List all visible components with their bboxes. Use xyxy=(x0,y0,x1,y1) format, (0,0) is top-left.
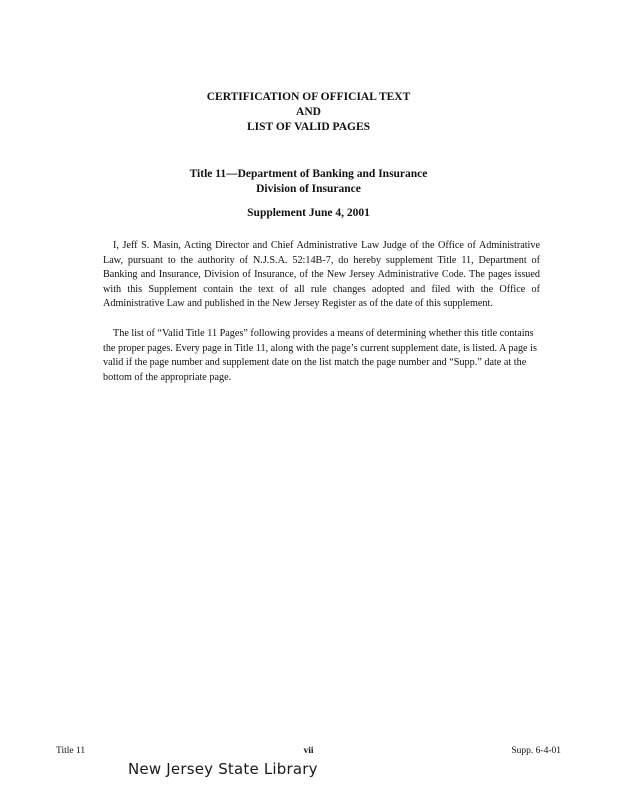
certification-paragraph xyxy=(103,239,540,312)
title-line-2: Division of Insurance xyxy=(256,183,361,195)
paragraph1-line-5: adopted and filed with the Office of Administrative Law and published in the New Jersey Register xyxy=(103,283,540,309)
footer-supplement: Supp. 6-4-01 xyxy=(511,746,561,756)
paragraph1-line-6: as of the date of this supplement. xyxy=(358,298,493,309)
title-line-1: Title 11—Department of Banking and Insurance xyxy=(189,168,428,180)
heading-line-3: LIST OF VALID PAGES xyxy=(246,121,371,133)
paragraph1-line-3: 11, Department of Banking and Insurance, Division of Insurance, of the New Jersey xyxy=(103,254,541,280)
heading-line-1: CERTIFICATION OF OFFICIAL TEXT xyxy=(206,91,411,103)
paragraph2-line-3: is listed. A page is valid if the page number and supplement date on the list match the page number xyxy=(103,342,537,368)
certification-heading xyxy=(0,90,617,135)
footer-title: Title 11 xyxy=(56,746,86,756)
footer-page-number: vii xyxy=(303,746,314,756)
paragraph2-line-2: contains the proper pages. Every page in Title 11, along with the page’s current supplement date, xyxy=(103,328,534,354)
title-block xyxy=(0,167,617,197)
supplement-date: Supplement June 4, 2001 xyxy=(247,207,370,219)
paragraph2-line-1: The list of “Valid Title 11 Pages” following provides a means of determining whether this title xyxy=(113,328,498,339)
paragraph1-line-4: Administrative Code. The pages issued with this Supplement contain the text of all rule changes xyxy=(103,269,540,295)
valid-pages-paragraph xyxy=(103,327,540,385)
paragraph2-line-4: and “Supp.” date at the bottom of the appropriate page. xyxy=(103,357,527,383)
library-stamp: New Jersey State Library xyxy=(128,760,318,778)
paragraph1-line-1: I, Jeff S. Masin, Acting Director and Chief Administrative Law Judge of the Office of xyxy=(113,240,476,251)
heading-line-2: AND xyxy=(296,106,321,118)
paragraph1-line-2: Administrative Law, pursuant to the authority of N.J.S.A. 52:14B-7, do hereby supplement Title xyxy=(103,240,541,266)
